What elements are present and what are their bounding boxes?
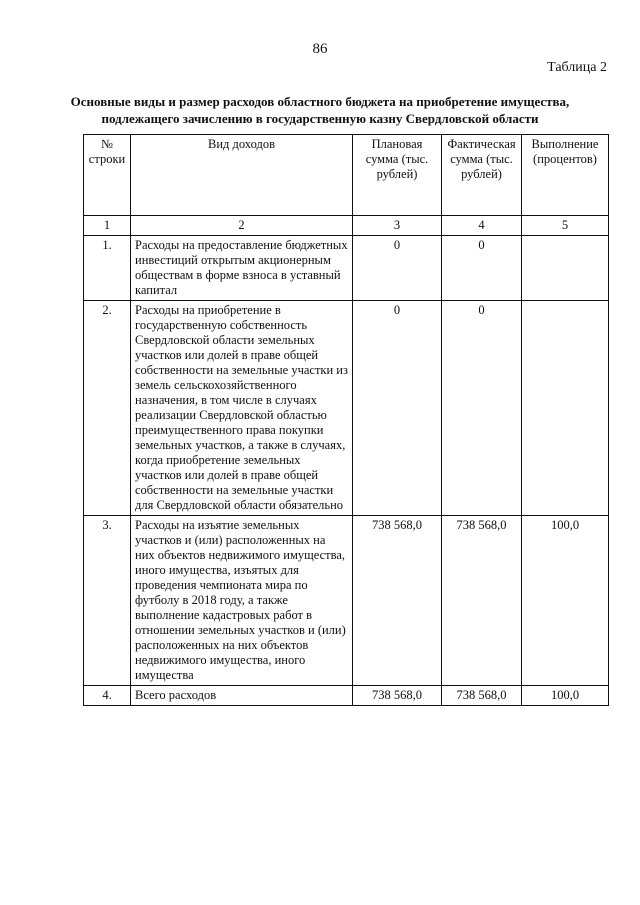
- row-planned: 738 568,0: [353, 686, 442, 706]
- row-execution: 100,0: [522, 516, 609, 686]
- column-index: 5: [522, 216, 609, 236]
- row-number: 2.: [84, 301, 131, 516]
- row-number: 3.: [84, 516, 131, 686]
- row-planned: 0: [353, 236, 442, 301]
- row-actual: 0: [442, 301, 522, 516]
- row-planned: 0: [353, 301, 442, 516]
- column-index: 1: [84, 216, 131, 236]
- header-num: № строки: [84, 135, 131, 216]
- row-planned: 738 568,0: [353, 516, 442, 686]
- column-index: 4: [442, 216, 522, 236]
- expenses-table: [83, 134, 609, 706]
- row-actual: 0: [442, 236, 522, 301]
- page-number: 86: [312, 41, 328, 57]
- row-execution: [522, 301, 609, 516]
- column-index: 3: [353, 216, 442, 236]
- row-description: Расходы на предоставление бюджетных инвестиций открытым акционерным обществам в форме взноса в уставный капитал: [131, 236, 353, 301]
- table-row: [84, 516, 609, 686]
- header-actual: Фактическая сумма (тыс. рублей): [442, 135, 522, 216]
- row-description: Расходы на приобретение в государственную собственность Свердловской области земельных участков или долей в праве общей собственности на земельные участки из земель сельскохозяйственного назначения, в том числе в случаях реализации Свердловской областью преимущественного права покупки земельных участков, а также в случаях, когда приобретение земельных участков или долей в праве общей собственности на земельные участки для Свердловской области обязательно: [131, 301, 353, 516]
- header-type: Вид доходов: [131, 135, 353, 216]
- row-execution: [522, 236, 609, 301]
- table-title: [60, 93, 580, 127]
- row-number: 1.: [84, 236, 131, 301]
- title-line-1: Основные виды и размер расходов областного бюджета на приобретение имущества,: [70, 94, 570, 109]
- row-number: 4.: [84, 686, 131, 706]
- row-execution: 100,0: [522, 686, 609, 706]
- row-actual: 738 568,0: [442, 516, 522, 686]
- table-row: [84, 301, 609, 516]
- row-actual: 738 568,0: [442, 686, 522, 706]
- header-execution: Выполнение (процентов): [522, 135, 609, 216]
- header-row: [84, 135, 609, 216]
- column-index: 2: [131, 216, 353, 236]
- title-line-2: подлежащего зачислению в государственную казну Свердловской области: [101, 111, 539, 126]
- header-planned: Плановая сумма (тыс. рублей): [353, 135, 442, 216]
- table-label: Таблица 2: [547, 60, 607, 75]
- table-row: [84, 236, 609, 301]
- column-index-row: [84, 216, 609, 236]
- row-description: Расходы на изъятие земельных участков и (или) расположенных на них объектов недвижимого имущества, иного имущества, изъятых для проведения чемпионата мира по футболу в 2018 году, а также выполнение кадастровых работ в отношении земельных участков и (или) расположенных на них объектов недвижимого имущества, иного имущества: [131, 516, 353, 686]
- row-description: Всего расходов: [131, 686, 353, 706]
- table-row: [84, 686, 609, 706]
